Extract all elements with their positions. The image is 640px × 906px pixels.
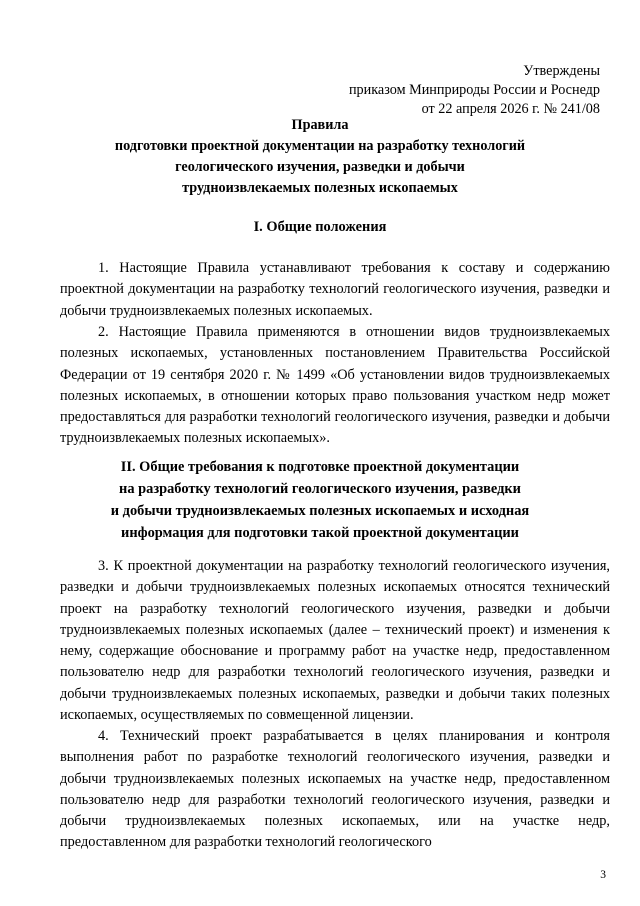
section-1-title [40, 216, 600, 238]
paragraph-2 [60, 322, 610, 450]
paragraph-3-text: 3. К проектной документации на разработку технологий геологического изучения, разведки и добычи трудноизвлекаемых полезных ископаемых относятся технический проект на разработку технологий геологического изучения, разведки и добычи трудноизвлекаемых полезных ископаемых (далее – технический проект) и изменения к нему, содержащие обоснование и программу работ на участке недр, предоставленном пользователю недр для разработки технологий геологического изучения, разведки и добычи трудноизвлекаемых полезных ископаемых, разведки и добычи таких полезных ископаемых, осуществляемых по совмещенной лицензии. [60, 558, 610, 724]
document-title [40, 115, 600, 199]
title-heading: Правила [291, 117, 349, 133]
paragraph-4 [60, 726, 610, 854]
paragraph-2-text: 2. Настоящие Правила применяются в отношении видов трудноизвлекаемых полезных ископаемых, установленных постановлением Правительства Российской Федерации от 19 сентября 2020 г. № 1499 «Об установлении видов трудноизвлекаемых полезных ископаемых, в отношении которых право пользования участком недр может предоставляться для разработки технологий геологического изучения, разведки и добычи трудноизвлекаемых полезных ископаемых». [60, 324, 610, 447]
approval-line-2: приказом Минприроды России и Роснедр [348, 82, 600, 98]
section-2-title-line-4: информация для подготовки такой проектной документации [121, 525, 519, 541]
approval-line-1: Утверждены [523, 63, 600, 79]
approval-line-3: от 22 апреля 2026 г. № 241/08 [421, 101, 600, 117]
title-line-1: подготовки проектной документации на разработку технологий [114, 138, 526, 154]
title-line-3: трудноизвлекаемых полезных ископаемых [182, 180, 458, 196]
paragraph-4-text: 4. Технический проект разрабатывается в целях планирования и контроля выполнения работ по разработке технологий геологического изучения, разведки и добычи трудноизвлекаемых полезных ископаемых на участке недр, предоставленном пользователю недр для разработки технологий геологического изучения, разведки и добычи трудноизвлекаемых полезных ископаемых, или на участке недр, предоставленном для разработки технологий геологического [60, 728, 610, 851]
section-2-title [40, 456, 600, 544]
section-2-title-line-1: II. Общие требования к подготовке проектной документации [120, 459, 520, 475]
paragraph-1-text: 1. Настоящие Правила устанавливают требования к составу и содержанию проектной документации на разработку технологий геологического изучения, разведки и добычи трудноизвлекаемых полезных ископаемых. [60, 260, 610, 319]
page-number: 3 [600, 869, 606, 881]
section-2-title-line-3: и добычи трудноизвлекаемых полезных ископаемых и исходная [110, 503, 530, 519]
approval-block [349, 62, 600, 119]
section-1-title-text: I. Общие положения [253, 219, 387, 235]
paragraph-3 [60, 556, 610, 726]
paragraph-1 [60, 258, 610, 322]
section-2-title-line-2: на разработку технологий геологического изучения, разведки [119, 481, 521, 497]
title-line-2: геологического изучения, разведки и добычи [175, 159, 465, 175]
